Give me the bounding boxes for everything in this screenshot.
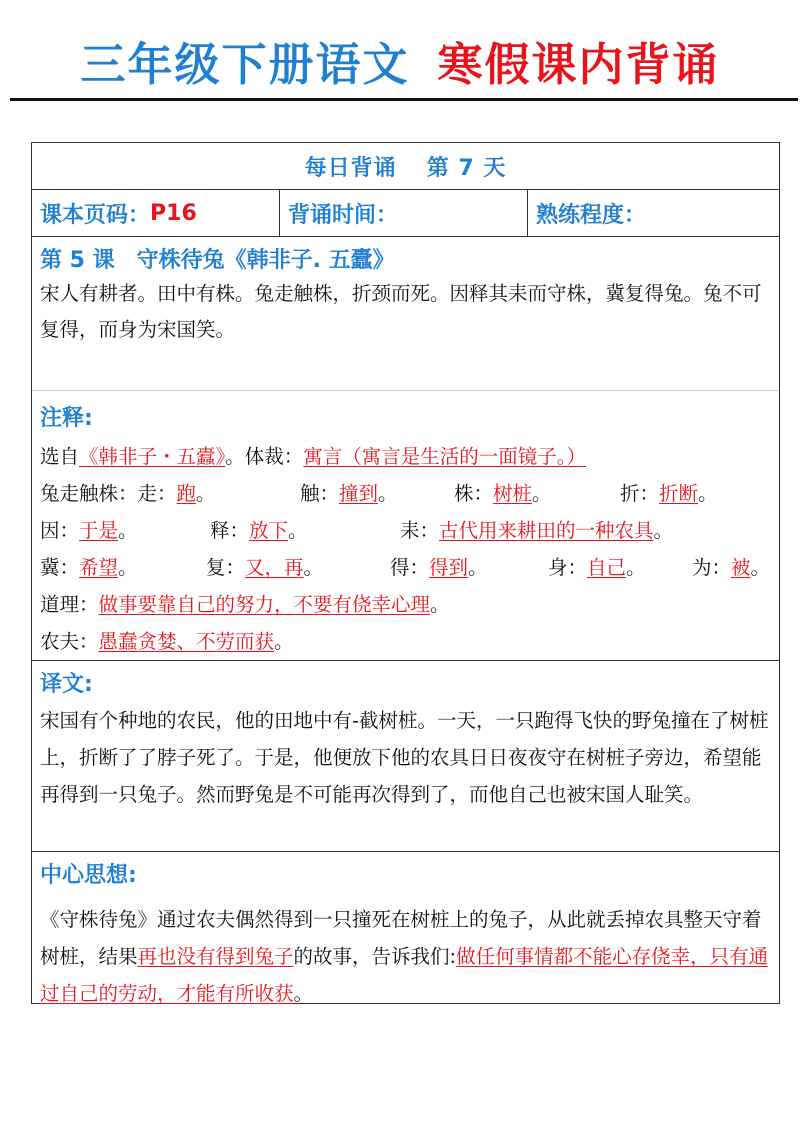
farmer-value: 愚蠢贪婪、不劳而获 — [98, 630, 275, 653]
central-highlight-2: 做任何事情都不能心存侥幸，只有通过自己的劳动，才能有所收获 — [40, 945, 769, 1005]
source-book: 《韩非子・五蠹》 — [79, 445, 226, 468]
gloss-line-3 — [40, 549, 771, 586]
daily-label: 每日背诵 — [304, 155, 397, 181]
moral-value: 做事要靠自己的努力，不要有侥幸心理 — [98, 593, 431, 616]
recitation-sheet — [31, 142, 780, 1004]
central-idea-heading: 中心思想: — [40, 863, 137, 888]
gloss-zhu: 株：树桩。 — [454, 482, 552, 505]
recite-time-cell[interactable] — [280, 190, 528, 236]
genre-value: 寓言（寓言是生活的一面镜子。） — [303, 445, 587, 468]
farmer-line: 农夫：愚蠢贪婪、不劳而获。 — [40, 630, 294, 653]
header-theme-title: 寒假课内背诵 — [437, 38, 720, 91]
gloss-fu: 复：又，再。 — [206, 556, 324, 579]
page-number-label: 课本页码： — [40, 202, 151, 228]
gloss-shen: 身：自己。 — [548, 556, 646, 579]
translation-heading: 译文: — [40, 672, 93, 697]
gloss-de: 得：得到。 — [390, 556, 488, 579]
gloss-shi: 释：放下。 — [210, 519, 308, 542]
farmer-label: 农夫： — [40, 630, 99, 653]
gloss-zou: 兔走触株：走：跑。 — [40, 482, 216, 505]
proficiency-cell[interactable] — [528, 190, 779, 236]
gloss-line-1 — [40, 475, 771, 512]
moral-label: 道理： — [40, 593, 99, 616]
recite-time-label: 背诵时间： — [288, 202, 399, 228]
proficiency-label: 熟练程度： — [536, 202, 647, 228]
page-number-value: P16 — [150, 200, 197, 226]
page-number-cell — [32, 190, 280, 236]
source-prefix: 选自 — [40, 445, 80, 468]
gloss-ji: 冀：希望。 — [40, 556, 138, 579]
gloss-wei: 为：被。 — [692, 556, 771, 579]
lesson-title: 第 5 课 守株待兔《韩非子. 五蠹》 — [40, 248, 395, 273]
translation-section — [32, 661, 779, 852]
central-idea-section — [32, 852, 779, 1005]
gloss-zhe: 折：折断。 — [620, 482, 718, 505]
gloss-chu: 触：撞到。 — [300, 482, 398, 505]
central-idea-text: 《守株待兔》通过农夫偶然得到一只撞死在树桩上的兔子，从此就丢掉农具整天守着树桩，结果再也没有得到兔子的故事，告诉我们:做任何事情都不能心存侥幸，只有通过自己的劳动，才能有所收获。 — [40, 908, 769, 1005]
translation-text: 宋国有个种地的农民，他的田地中有-截树桩。一天，一只跑得飞快的野兔撞在了树桩上，折断了了脖子死了。于是，他便放下他的农具日日夜夜守在树桩子旁边，希望能再得到一只兔子。然而野兔是不可能再次得到了，而他自己也被宋国人耻笑。 — [40, 709, 769, 806]
notes-section — [32, 391, 779, 661]
gloss-yin: 因：于是。 — [40, 519, 138, 542]
gloss-line-2 — [40, 512, 771, 549]
lesson-section — [32, 237, 779, 391]
daily-title-row — [32, 143, 779, 190]
page-header — [0, 28, 800, 102]
genre-label: 。体裁： — [225, 445, 304, 468]
lesson-text: 宋人有耕者。田中有株。兔走触株，折颈而死。因释其耒而守株，冀复得兔。兔不可复得，而身为宋国笑。 — [40, 282, 762, 341]
notes-heading: 注释: — [40, 406, 93, 431]
notes-source-line — [40, 438, 771, 475]
header-grade-title: 三年级下册语文 — [80, 38, 410, 91]
central-highlight-1: 再也没有得到兔子 — [137, 945, 294, 968]
gloss-lei: 耒：古代用来耕田的一种农具。 — [400, 519, 674, 542]
header-divider — [10, 98, 798, 101]
info-row — [32, 190, 779, 237]
moral-line: 道理：做事要靠自己的努力，不要有侥幸心理。 — [40, 593, 450, 616]
day-label: 第 7 天 — [426, 155, 507, 181]
